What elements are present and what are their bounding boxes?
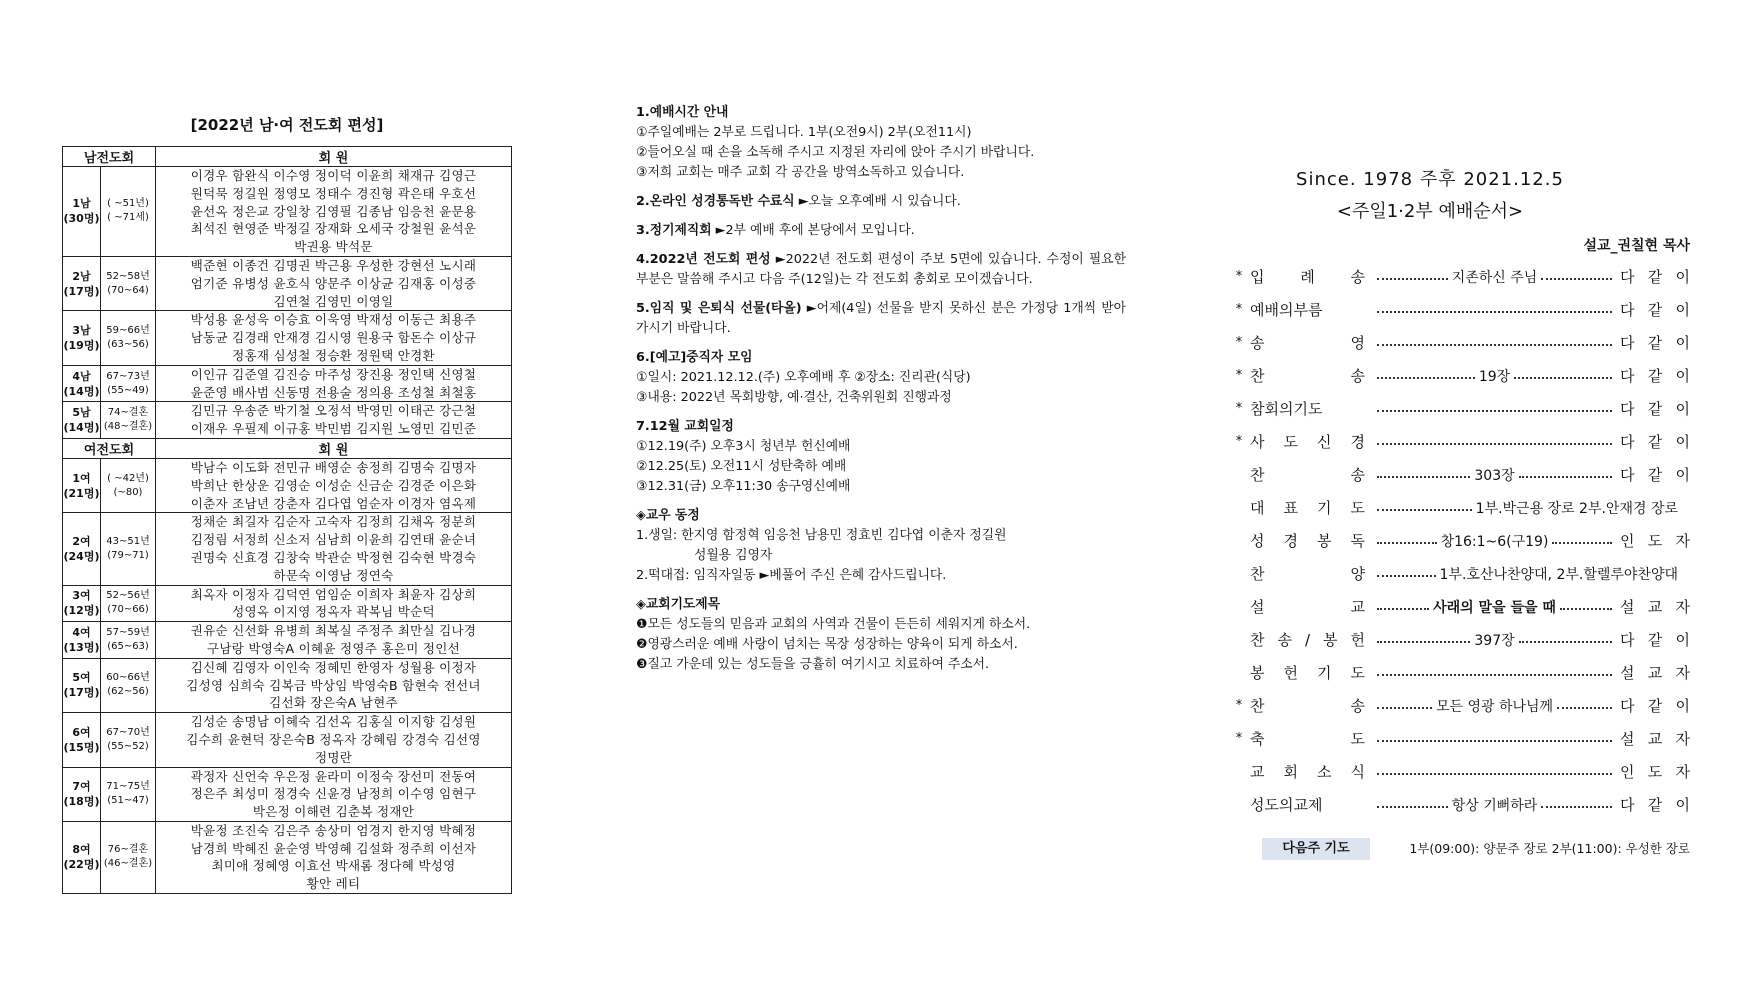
group-count: (18명) bbox=[63, 795, 100, 809]
notice-line: ③12.31(금) 오후11:30 송구영신예배 bbox=[636, 479, 851, 494]
order-item-detail: 19장 bbox=[1478, 368, 1511, 385]
group-name: 2여 bbox=[72, 534, 91, 548]
order-item-name: 찬 송 bbox=[1250, 466, 1365, 484]
group-name-cell bbox=[63, 658, 101, 712]
group-name: 5여 bbox=[72, 671, 91, 685]
next-prayer-label: 다음주 기도 bbox=[1262, 838, 1370, 860]
group-name: 8여 bbox=[72, 843, 91, 857]
order-item-name: 성도의교제 bbox=[1250, 796, 1323, 814]
order-item-name: 설 교 bbox=[1250, 598, 1365, 616]
order-item-detail: 397장 bbox=[1474, 632, 1515, 649]
member-names-line: 박은정 이해련 김춘복 정재안 bbox=[252, 804, 415, 820]
group-name: 3여 bbox=[72, 589, 91, 603]
notice-title: 2.온라인 성경통독반 수료식 bbox=[636, 194, 795, 209]
order-item-name: 사 도 신 경 bbox=[1250, 433, 1365, 451]
order-item-name: 성 경 봉 독 bbox=[1250, 532, 1365, 550]
birth-year-range: 59~66년 bbox=[106, 325, 150, 337]
dot-leader bbox=[1369, 564, 1690, 584]
age-range: (46~결혼) bbox=[103, 858, 153, 870]
member-names-line: 윤선옥 정은교 강일창 김영필 김종남 임응천 윤문용 bbox=[190, 203, 477, 219]
service-order-row bbox=[1228, 359, 1690, 392]
age-range-cell bbox=[101, 713, 156, 767]
group-name: 4남 bbox=[72, 369, 91, 383]
order-item-leader: 다 같 이 bbox=[1620, 334, 1690, 352]
group-count: (17명) bbox=[63, 284, 100, 298]
members-header: 회 원 bbox=[156, 147, 512, 167]
order-item-name: 교 회 소 식 bbox=[1250, 763, 1365, 781]
member-names-line: 김성순 송명남 이혜숙 김선옥 김홍실 이지향 김성원 bbox=[190, 714, 477, 730]
roster-row bbox=[63, 821, 512, 893]
group-count: (14명) bbox=[63, 384, 100, 398]
dot-leader bbox=[1369, 736, 1620, 742]
group-count: (15명) bbox=[63, 740, 100, 754]
member-names-line: 박권용 박석문 bbox=[294, 239, 373, 255]
notice-line: ❷영광스러운 예배 사랑이 넘치는 목장 성장하는 양육이 되게 하소서. bbox=[636, 637, 1018, 652]
order-item-name: 찬 송 bbox=[1250, 367, 1365, 385]
order-item-detail: 모든 영광 하나님께 bbox=[1435, 698, 1554, 715]
service-order-row bbox=[1228, 689, 1690, 722]
group-name: 3남 bbox=[72, 324, 91, 338]
group-name-cell bbox=[63, 458, 101, 512]
dot-leader bbox=[1369, 531, 1620, 551]
notice-line: ①12.19(주) 오후3시 청년부 헌신예배 bbox=[636, 439, 851, 454]
order-item-leader: 인 도 자 bbox=[1620, 532, 1690, 550]
men-header: 남전도회 bbox=[63, 147, 156, 167]
group-name-cell bbox=[63, 821, 101, 893]
notice-line: 성월용 김영자 bbox=[694, 548, 773, 563]
members-cell bbox=[156, 513, 512, 585]
dot-leader bbox=[1369, 307, 1620, 313]
order-item-name: 찬 양 bbox=[1250, 565, 1365, 583]
order-item-leader: 다 같 이 bbox=[1620, 433, 1690, 451]
group-count: (13명) bbox=[63, 640, 100, 654]
order-item-name: 찬 송 bbox=[1250, 697, 1365, 715]
service-order-row bbox=[1228, 260, 1690, 293]
member-names-line: 정홍재 심성철 정승환 정원택 안경환 bbox=[232, 347, 435, 363]
order-item-detail: 303장 bbox=[1474, 467, 1515, 484]
member-names-line: 김민규 우송준 박기철 오정석 박영민 이태곤 강근철 bbox=[190, 403, 477, 419]
roster-row bbox=[63, 513, 512, 585]
members-cell bbox=[156, 767, 512, 821]
dot-leader bbox=[1369, 465, 1620, 485]
age-range: (65~63) bbox=[107, 640, 149, 652]
member-names-line: 김성영 심희숙 김복금 박상임 박영숙B 함현숙 전선녀 bbox=[186, 677, 481, 693]
since-date-line: Since. 1978 주후 2021.12.5 bbox=[1296, 169, 1564, 190]
dot-leader bbox=[1369, 498, 1690, 518]
group-name: 2남 bbox=[72, 269, 91, 283]
notice-text: ►오늘 오후예배 시 있습니다. bbox=[794, 194, 961, 209]
birth-year-range: 43~51년 bbox=[106, 535, 150, 547]
order-item-leader: 다 같 이 bbox=[1620, 268, 1690, 286]
member-names-line: 박윤정 조진숙 김은주 송상미 엄경지 한지영 박혜정 bbox=[190, 822, 477, 838]
order-item-name: 예배의부름 bbox=[1250, 301, 1323, 319]
standing-mark: * bbox=[1235, 401, 1243, 416]
member-names-line: 김연철 김영민 이영일 bbox=[273, 293, 394, 309]
service-order-row bbox=[1228, 788, 1690, 821]
group-count: (30명) bbox=[63, 212, 100, 226]
service-order-list bbox=[1228, 260, 1690, 821]
member-names-line: 김수희 윤현덕 장은숙B 정옥자 강혜림 강경숙 김선영 bbox=[186, 731, 481, 747]
notice-line: ❶모든 성도들의 믿음과 교회의 사역과 건물이 든든히 세워지게 하소서. bbox=[636, 617, 1031, 632]
service-order-row bbox=[1228, 557, 1690, 590]
service-order-row bbox=[1228, 623, 1690, 656]
service-order-title: <주일1·2부 예배순서> bbox=[1336, 201, 1524, 222]
dot-leader bbox=[1369, 406, 1620, 412]
age-range-cell bbox=[101, 256, 156, 310]
member-names-line: 박희난 한상운 김영순 이성순 신금순 김경준 이은화 bbox=[190, 477, 477, 493]
members-cell bbox=[156, 821, 512, 893]
dot-leader bbox=[1369, 366, 1620, 386]
order-item-detail: 1부.호산나찬양대, 2부.할렐루야찬양대 bbox=[1439, 566, 1678, 583]
roster-row bbox=[63, 311, 512, 365]
member-names-line: 최미애 정혜영 이효선 박새롬 정다혜 박성영 bbox=[211, 858, 456, 874]
notice-line: ③저희 교회는 매주 교회 각 공간을 방역소독하고 있습니다. bbox=[636, 165, 965, 180]
birth-year-range: ( ~51년) bbox=[107, 198, 149, 210]
age-range: (62~56) bbox=[107, 686, 149, 698]
dot-leader bbox=[1369, 439, 1620, 445]
standing-mark: * bbox=[1235, 302, 1243, 317]
order-item-leader: 인 도 자 bbox=[1620, 763, 1690, 781]
notice-title: 3.정기제직회 bbox=[636, 223, 712, 238]
order-item-detail: 창16:1~6(구19) bbox=[1440, 533, 1549, 550]
notice-title: 7.12월 교회일정 bbox=[636, 419, 734, 434]
notice-line: ①주일예배는 2부로 드립니다. 1부(오전9시) 2부(오전11시) bbox=[636, 125, 972, 140]
birth-year-range: 67~70년 bbox=[106, 726, 150, 738]
birth-year-range: 76~결혼 bbox=[107, 844, 149, 856]
member-names-line: 정채순 최길자 김순자 고숙자 김정희 김채옥 정분희 bbox=[190, 514, 477, 530]
member-names-line: 권유순 신선화 유병희 최복실 주정주 최만실 김나경 bbox=[190, 623, 477, 639]
notice-item bbox=[636, 595, 1126, 675]
service-order-row bbox=[1228, 590, 1690, 623]
notice-item bbox=[636, 103, 1126, 183]
member-names-line: 이춘자 조남년 강춘자 김다엽 엄순자 이경자 염옥제 bbox=[190, 495, 477, 511]
notice-item bbox=[636, 221, 1126, 241]
member-names-line: 최석진 현영준 박정길 장재화 오세국 강철원 윤석운 bbox=[190, 221, 477, 237]
service-order-row bbox=[1228, 425, 1690, 458]
age-range-cell bbox=[101, 458, 156, 512]
group-count: (17명) bbox=[63, 686, 100, 700]
notice-text: ►2022년 전도회 편성이 주보 5면에 있습니다. 수정이 필요한 부분은 말씀해 주시고 다음 주(12일)는 각 전도회 총회로 모이겠습니다. bbox=[636, 252, 1126, 287]
notice-item bbox=[636, 506, 1126, 586]
standing-mark: * bbox=[1235, 434, 1243, 449]
members-cell bbox=[156, 585, 512, 622]
age-range-cell bbox=[101, 767, 156, 821]
group-name-cell bbox=[63, 622, 101, 659]
notice-item bbox=[636, 250, 1126, 290]
group-name-cell bbox=[63, 513, 101, 585]
age-range-cell bbox=[101, 821, 156, 893]
roster-row bbox=[63, 658, 512, 712]
order-item-leader: 다 같 이 bbox=[1620, 400, 1690, 418]
notice-line: 1.생일: 한지영 함정혁 임응천 남용민 정효빈 김다엽 이춘자 정길원 bbox=[636, 528, 1007, 543]
group-name-cell bbox=[63, 585, 101, 622]
birth-year-range: 74~결혼 bbox=[107, 407, 149, 419]
group-name-cell bbox=[63, 311, 101, 365]
birth-year-range: 71~75년 bbox=[106, 781, 150, 793]
notice-title: 4.2022년 전도회 편성 bbox=[636, 252, 771, 267]
member-names-line: 원덕묵 정길원 정영모 정태수 경진형 곽은태 우호선 bbox=[190, 185, 477, 201]
standing-mark: * bbox=[1235, 335, 1243, 350]
member-names-line: 윤준영 배사범 신동명 전용술 정의용 조성철 최철홍 bbox=[190, 384, 477, 400]
notice-line: ③내용: 2022년 목회방향, 예·결산, 건축위원회 진행과정 bbox=[636, 390, 952, 405]
member-names-line: 김정림 서정희 신소저 심남희 이윤희 김연태 윤순녀 bbox=[190, 532, 477, 548]
members-header: 회 원 bbox=[156, 438, 512, 458]
order-item-name: 송 영 bbox=[1250, 334, 1365, 352]
member-names-line: 구남랑 박영숙A 이혜윤 정영주 홍은미 정인선 bbox=[207, 640, 460, 656]
member-names-line: 백준현 이종건 김명권 박근용 우성한 강현선 노시래 bbox=[190, 257, 477, 273]
order-item-name: 참회의기도 bbox=[1250, 400, 1323, 418]
dot-leader bbox=[1369, 597, 1620, 617]
member-names-line: 곽정자 신언숙 우은정 윤라미 이정숙 장선미 전동여 bbox=[190, 768, 477, 784]
age-range-cell bbox=[101, 311, 156, 365]
roster-row bbox=[63, 585, 512, 622]
order-item-leader: 설 교 자 bbox=[1620, 664, 1690, 682]
age-range-cell bbox=[101, 585, 156, 622]
notice-line: ②들어오실 때 손을 소독해 주시고 지정된 자리에 앉아 주시기 바랍니다. bbox=[636, 145, 1035, 160]
member-names-line: 박남수 이도화 전민규 배영순 송정희 김명숙 김명자 bbox=[190, 459, 477, 475]
roster-row bbox=[63, 402, 512, 439]
members-cell bbox=[156, 713, 512, 767]
age-range-cell bbox=[101, 167, 156, 257]
members-cell bbox=[156, 458, 512, 512]
member-names-line: 박성용 윤성욱 이승효 이욱영 박재성 이동근 최용주 bbox=[190, 312, 477, 328]
group-name: 1남 bbox=[72, 197, 91, 211]
dot-leader bbox=[1369, 267, 1620, 287]
member-names-line: 남경희 박혜진 윤순영 박영혜 김설화 정주희 이선자 bbox=[190, 840, 477, 856]
birth-year-range: 57~59년 bbox=[106, 626, 150, 638]
order-item-name: 축 도 bbox=[1250, 730, 1365, 748]
notice-title: 6.[예고]중직자 모임 bbox=[636, 350, 753, 365]
order-item-detail: 항상 기뻐하라 bbox=[1451, 797, 1538, 814]
members-cell bbox=[156, 658, 512, 712]
member-names-line: 김신혜 김영자 이인숙 정혜민 한영자 성월용 이정자 bbox=[190, 659, 477, 675]
group-name: 1여 bbox=[72, 471, 91, 485]
group-name-cell bbox=[63, 256, 101, 310]
group-name: 4여 bbox=[72, 625, 91, 639]
roster-row bbox=[63, 458, 512, 512]
dot-leader bbox=[1369, 670, 1620, 676]
service-order-row bbox=[1228, 722, 1690, 755]
birth-year-range: ( ~42년) bbox=[107, 472, 149, 484]
group-count: (21명) bbox=[63, 486, 100, 500]
roster-row bbox=[63, 365, 512, 402]
service-order-row bbox=[1228, 326, 1690, 359]
order-item-leader: 설 교 자 bbox=[1620, 730, 1690, 748]
notice-title: 5.임직 및 은퇴식 선물(타올) bbox=[636, 301, 802, 316]
member-names-line: 황안 레티 bbox=[306, 876, 361, 892]
order-item-name: 찬 송 / 봉 헌 bbox=[1250, 631, 1365, 649]
roster-row bbox=[63, 713, 512, 767]
notice-line: 2.떡대접: 임직자일동 ►베풀어 주신 은혜 감사드립니다. bbox=[636, 568, 947, 583]
order-item-leader: 다 같 이 bbox=[1620, 466, 1690, 484]
birth-year-range: 60~66년 bbox=[106, 672, 150, 684]
group-name-cell bbox=[63, 767, 101, 821]
member-names-line: 정명란 bbox=[314, 749, 353, 765]
preacher-label: 설교_권칠현 목사 bbox=[1583, 238, 1690, 254]
roster-table bbox=[62, 146, 512, 894]
notice-title: ◈교회기도제목 bbox=[636, 597, 721, 612]
notice-line: ②12.25(토) 오전11시 성탄축하 예배 bbox=[636, 459, 847, 474]
roster-row bbox=[63, 622, 512, 659]
member-names-line: 최옥자 이정자 김덕연 엄임순 이희자 최윤자 김상희 bbox=[190, 586, 477, 602]
order-item-name: 입 례 송 bbox=[1250, 268, 1365, 286]
birth-year-range: 67~73년 bbox=[106, 370, 150, 382]
notice-text: ►어제(4일) 선물을 받지 못하신 분은 가정당 1개씩 받아 가시기 바랍니다. bbox=[636, 301, 1126, 336]
service-order-row bbox=[1228, 755, 1690, 788]
age-range: (51~47) bbox=[107, 795, 149, 807]
age-range-cell bbox=[101, 513, 156, 585]
group-count: (14명) bbox=[63, 421, 100, 435]
group-name-cell bbox=[63, 167, 101, 257]
age-range-cell bbox=[101, 402, 156, 439]
notice-item bbox=[636, 299, 1126, 339]
dot-leader bbox=[1369, 795, 1620, 815]
member-names-line: 이재우 우필제 이규홍 박민범 김지원 노영민 김민준 bbox=[190, 421, 477, 437]
member-names-line: 정은주 최성미 정경숙 신윤경 남정희 이수영 임현구 bbox=[190, 786, 477, 802]
standing-mark: * bbox=[1235, 731, 1243, 746]
age-range: (48~결혼) bbox=[103, 421, 153, 433]
service-order-row bbox=[1228, 524, 1690, 557]
roster-row bbox=[63, 256, 512, 310]
age-range: (79~71) bbox=[107, 549, 149, 561]
members-cell bbox=[156, 311, 512, 365]
roster-title: [2022년 남·여 전도회 편성] bbox=[190, 116, 384, 134]
notice-text: ►2부 예배 후에 본당에서 모입니다. bbox=[711, 223, 915, 238]
order-item-name: 봉 헌 기 도 bbox=[1250, 664, 1365, 682]
age-range: (70~66) bbox=[107, 604, 149, 616]
service-order-row bbox=[1228, 458, 1690, 491]
group-count: (24명) bbox=[63, 549, 100, 563]
members-cell bbox=[156, 622, 512, 659]
roster-row bbox=[63, 167, 512, 257]
age-range: (70~64) bbox=[107, 284, 149, 296]
order-item-leader: 설 교 자 bbox=[1620, 598, 1690, 616]
group-name-cell bbox=[63, 402, 101, 439]
dot-leader bbox=[1369, 696, 1620, 716]
member-names-line: 김선화 장은숙A 남현주 bbox=[269, 695, 398, 711]
age-range-cell bbox=[101, 658, 156, 712]
order-item-leader: 다 같 이 bbox=[1620, 301, 1690, 319]
age-range: ( ~71세) bbox=[107, 212, 149, 224]
notice-item bbox=[636, 192, 1126, 212]
standing-mark: * bbox=[1235, 368, 1243, 383]
group-count: (19명) bbox=[63, 339, 100, 353]
group-name: 5남 bbox=[72, 406, 91, 420]
notice-line: ①일시: 2021.12.12.(주) 오후예배 후 ②장소: 진리관(식당) bbox=[636, 370, 971, 385]
notice-item bbox=[636, 417, 1126, 497]
group-count: (22명) bbox=[63, 858, 100, 872]
dot-leader bbox=[1369, 340, 1620, 346]
dot-leader bbox=[1369, 630, 1620, 650]
age-range: (~80) bbox=[113, 486, 143, 498]
age-range-cell bbox=[101, 622, 156, 659]
members-cell bbox=[156, 256, 512, 310]
roster-row bbox=[63, 767, 512, 821]
dot-leader bbox=[1369, 769, 1620, 775]
standing-mark: * bbox=[1235, 269, 1243, 284]
order-item-leader: 다 같 이 bbox=[1620, 796, 1690, 814]
group-name: 6여 bbox=[72, 725, 91, 739]
group-count: (12명) bbox=[63, 604, 100, 618]
order-item-detail: 지존하신 주님 bbox=[1451, 269, 1538, 286]
service-order-row bbox=[1228, 392, 1690, 425]
birth-year-range: 52~58년 bbox=[106, 270, 150, 282]
notices-section bbox=[636, 103, 1126, 675]
service-order-row bbox=[1228, 656, 1690, 689]
age-range: (63~56) bbox=[107, 339, 149, 351]
service-order-row bbox=[1228, 491, 1690, 524]
members-cell bbox=[156, 402, 512, 439]
member-names-line: 이인규 김준열 김진승 마주성 장진용 정인택 신영철 bbox=[190, 366, 477, 382]
order-item-detail: 1부.박근용 장로 2부.안재경 장로 bbox=[1475, 500, 1678, 517]
member-names-line: 엄기준 유병성 윤호식 양문주 이상균 김재홍 이성중 bbox=[190, 275, 477, 291]
notice-title: 1.예배시간 안내 bbox=[636, 105, 729, 120]
order-item-leader: 다 같 이 bbox=[1620, 697, 1690, 715]
order-item-leader: 다 같 이 bbox=[1620, 631, 1690, 649]
order-item-leader: 다 같 이 bbox=[1620, 367, 1690, 385]
member-names-line: 이경우 함완식 이수영 정이덕 이윤희 채재규 김영근 bbox=[190, 168, 477, 183]
notice-title: ◈교우 동정 bbox=[636, 508, 700, 523]
age-range: (55~52) bbox=[107, 740, 149, 752]
women-header: 여전도회 bbox=[63, 438, 156, 458]
group-name-cell bbox=[63, 365, 101, 402]
member-names-line: 성영옥 이지영 정옥자 곽복님 박순덕 bbox=[232, 604, 435, 620]
members-cell bbox=[156, 167, 512, 257]
member-names-line: 남동균 김경래 안재경 김시영 원용국 함돈수 이상규 bbox=[190, 330, 477, 346]
birth-year-range: 52~56년 bbox=[106, 590, 150, 602]
members-cell bbox=[156, 365, 512, 402]
age-range: (55~49) bbox=[107, 384, 149, 396]
next-prayer-text: 1부(09:00): 양문주 장로 2부(11:00): 우성한 장로 bbox=[1409, 841, 1690, 856]
order-item-name: 대 표 기 도 bbox=[1250, 499, 1365, 517]
notice-line: ❸질고 가운데 있는 성도들을 긍휼히 여기시고 치료하여 주소서. bbox=[636, 657, 990, 672]
group-name: 7여 bbox=[72, 780, 91, 794]
group-name-cell bbox=[63, 713, 101, 767]
service-order-row bbox=[1228, 293, 1690, 326]
age-range-cell bbox=[101, 365, 156, 402]
member-names-line: 하문숙 이영남 정연숙 bbox=[273, 567, 394, 583]
notice-item bbox=[636, 348, 1126, 408]
order-item-detail: 사래의 말을 들을 때 bbox=[1433, 599, 1556, 616]
member-names-line: 권명숙 신효경 김창숙 박관순 박정현 김숙현 박경숙 bbox=[190, 549, 477, 565]
standing-mark: * bbox=[1235, 698, 1243, 713]
